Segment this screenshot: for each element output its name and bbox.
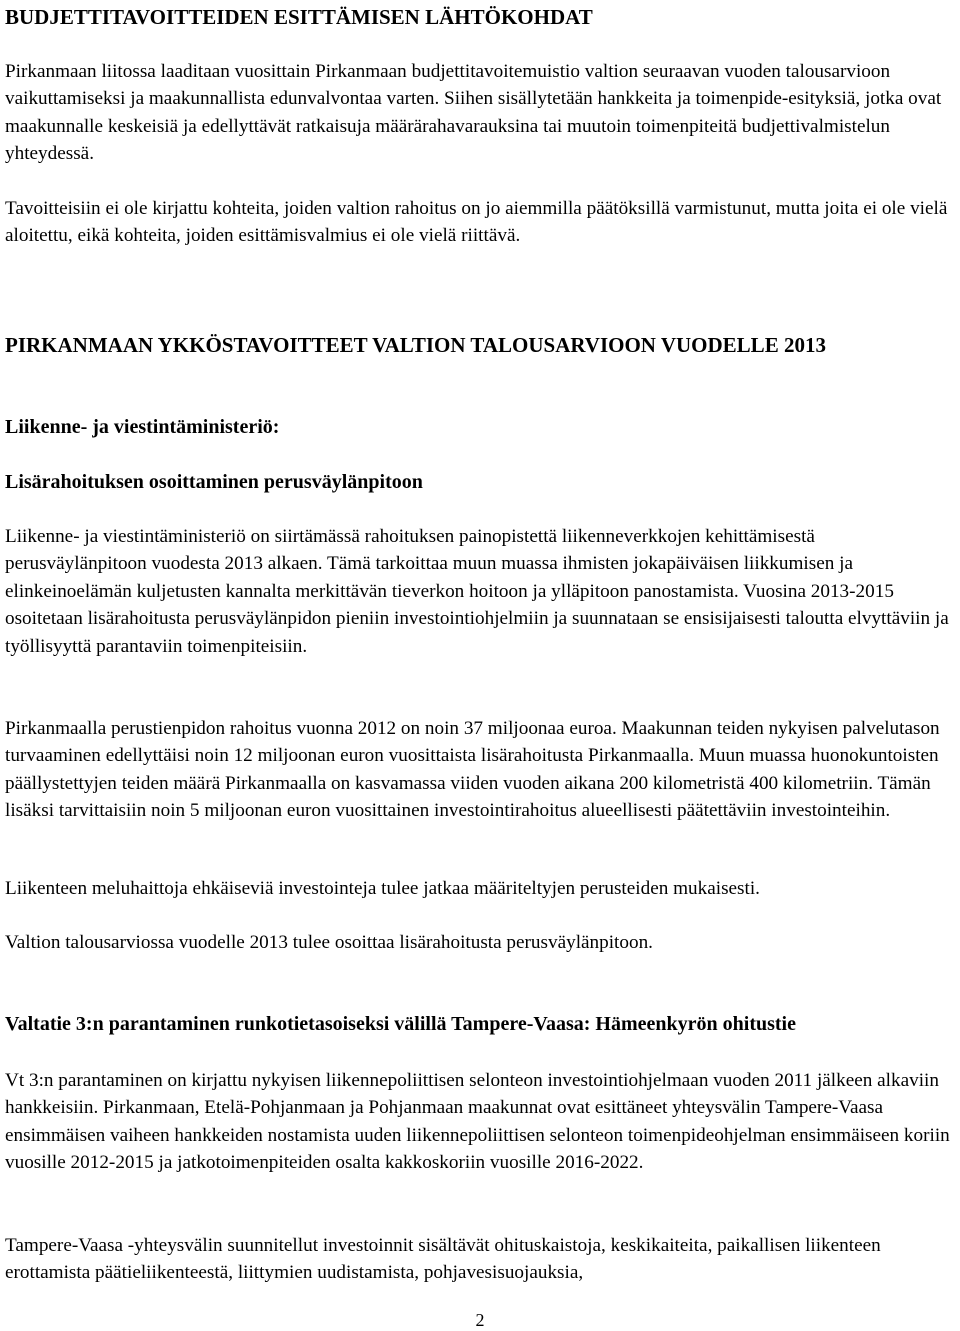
topic2-heading: Valtatie 3:n parantaminen runkotietasoiseksi välillä Tampere-Vaasa: Hämeenkyrön ohitustie (5, 1013, 796, 1035)
page-number: 2 (475, 1310, 485, 1330)
topic2-paragraph-2: Tampere-Vaasa -yhteysvälin suunnitellut investoinnit sisältävät ohituskaistoja, keskikaiteita, paikallisen liikenteen erottamista päätieliikenteestä, liittymien uudistamista, pohjavesisuojauksia, (5, 1235, 881, 1284)
topic1-paragraph-1: Liikenne- ja viestintäministeriö on siirtämässä rahoituksen painopistettä liikenneverkkojen kehittämisestä perusväylänpitoon vuodesta 2013 alkaen. Tämä tarkoittaa muun muassa ihmisten jokapäiväisen liikkumisen ja elinkeinoelämän kuljetusten kannalta merkittävän tieverkon hoitoon ja ylläpitoon panostamista. Vuosina 2013-2015 osoitetaan lisärahoitusta perusväylänpidon pieniin investointiohjelmiin ja suunnataan se ensisijaisesti taloutta elvyttäviin ja työllisyyttä parantaviin toimenpiteisiin. (5, 526, 949, 657)
intro-paragraph-1: Pirkanmaan liitossa laaditaan vuosittain Pirkanmaan budjettitavoitemuistio valtion seuraavan vuoden talousarvioon vaikuttamiseksi ja maakunnallista edunvalvontaa varten. Siihen sisällytetään hankkeita ja toimenpide-esityksiä, jotka ovat maakunnalle keskeisiä ja edellyttävät ratkaisuja määrärahavarauksina tai muutoin toimenpiteitä budjettivalmistelun yhteydessä. (5, 61, 942, 165)
intro-heading: BUDJETTITAVOITTEIDEN ESITTÄMISEN LÄHTÖKOHDAT (5, 5, 593, 29)
ministry-heading: Liikenne- ja viestintäministeriö: (5, 416, 280, 438)
intro-paragraph-2: Tavoitteisiin ei ole kirjattu kohteita, joiden valtion rahoitus on jo aiemmilla päätöksillä varmistunut, mutta joita ei ole vielä aloitettu, eikä kohteita, joiden esittämisvalmius ei ole vielä riittävä. (5, 198, 948, 247)
topic1-heading: Lisärahoituksen osoittaminen perusväylänpitoon (5, 471, 423, 493)
topic1-paragraph-4: Valtion talousarviossa vuodelle 2013 tulee osoittaa lisärahoitusta perusväylänpitoon. (5, 932, 653, 953)
topic1-paragraph-3: Liikenteen meluhaittoja ehkäiseviä investointeja tulee jatkaa määriteltyjen perusteiden mukaisesti. (5, 878, 760, 899)
topic2-paragraph-1: Vt 3:n parantaminen on kirjattu nykyisen liikennepoliittisen selonteon investointiohjelmaan vuoden 2011 jälkeen alkaviin hankkeisiin. Pirkanmaan, Etelä-Pohjanmaan ja Pohjanmaan maakunnat ovat esittäneet yhteysvälin Tampere-Vaasa ensimmäisen vaiheen hankkeiden nostamista uuden liikennepoliittisen selonteon toimenpideohjelman ensimmäiseen koriin vuosille 2012-2015 ja jatkotoimenpiteiden osalta kakkoskoriin vuosille 2016-2022. (5, 1070, 950, 1174)
topic1-paragraph-2: Pirkanmaalla perustienpidon rahoitus vuonna 2012 on noin 37 miljoonaa euroa. Maakunnan teiden nykyisen palvelutason turvaaminen edellyttäisi noin 12 miljoonan euron vuosittaista lisärahoitusta Pirkanmaalla. Muun muassa huonokuntoisten päällystettyjen teiden määrä Pirkanmaalla on kasvamassa viiden vuoden aikana 200 kilometristä 400 kilometriin. Tämän lisäksi tarvittaisiin noin 5 miljoonan euron vuosittainen investointirahoitus alueellisesti päätettäviin investointeihin. (5, 718, 940, 822)
main-heading: PIRKANMAAN YKKÖSTAVOITTEET VALTION TALOUSARVIOON VUODELLE 2013 (5, 333, 826, 357)
